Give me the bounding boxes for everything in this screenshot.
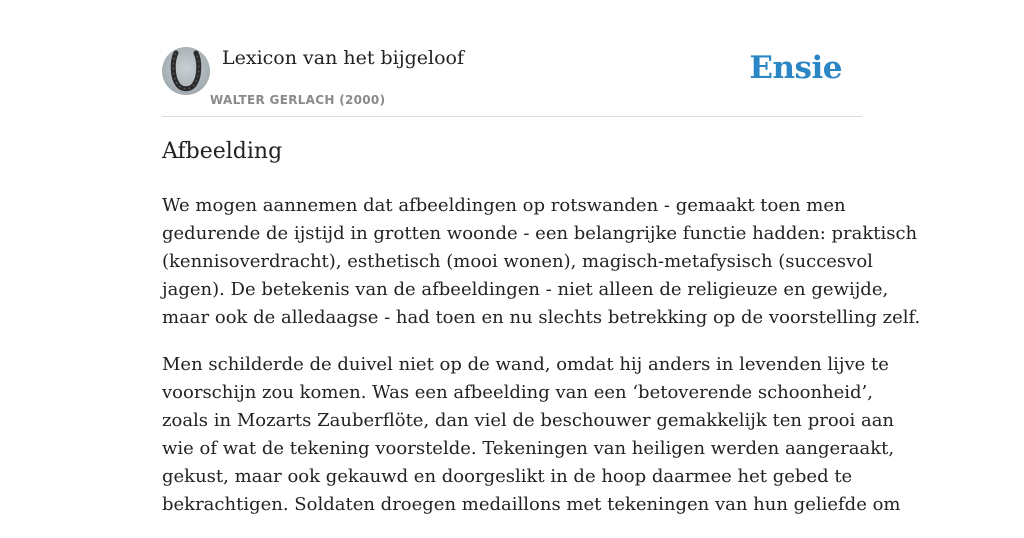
paragraph-line: voorschijn zou komen. Was een afbeelding van een ‘betoverende schoonheid’, xyxy=(162,382,873,403)
paragraph-line: gedurende de ijstijd in grotten woonde - een belangrijke functie hadden: praktisch xyxy=(162,223,918,244)
entry-body xyxy=(162,192,921,538)
paragraph-line: jagen). De betekenis van de afbeeldingen - niet alleen de religieuze en gewijde, xyxy=(162,279,889,300)
paragraph-line: wie of wat de tekening voorstelde. Tekeningen van heiligen werden aangeraakt, xyxy=(162,438,895,459)
paragraph-line: bekrachtigen. Soldaten droegen medaillons met tekeningen van hun geliefde om xyxy=(162,494,901,515)
entry-header xyxy=(162,44,862,117)
paragraph-line: (kennisoverdracht), esthetisch (mooi wonen), magisch-metafysisch (succesvol xyxy=(162,251,873,272)
entry-paragraph xyxy=(162,351,901,519)
book-author: WALTER GERLACH (2000) xyxy=(210,93,386,107)
entry-paragraph xyxy=(162,192,921,332)
horseshoe-icon xyxy=(162,47,210,95)
paragraph-line: Men schilderde de duivel niet op de wand, omdat hij anders in levenden lijve te xyxy=(162,354,889,375)
paragraph-line: gekust, maar ook gekauwd en doorgeslikt in de hoop daarmee het gebed te xyxy=(162,466,853,487)
ensie-logo[interactable]: Ensie xyxy=(749,50,842,86)
book-title-link[interactable]: Lexicon van het bijgeloof xyxy=(222,47,465,69)
paragraph-line: maar ook de alledaagse - had toen en nu slechts betrekking op de voorstelling zelf. xyxy=(162,307,921,328)
entry-title: Afbeelding xyxy=(162,139,283,164)
book-avatar[interactable] xyxy=(162,47,210,95)
paragraph-line: zoals in Mozarts Zauberflöte, dan viel de beschouwer gemakkelijk ten prooi aan xyxy=(162,410,895,431)
paragraph-line: We mogen aannemen dat afbeeldingen op rotswanden - gemaakt toen men xyxy=(162,195,846,216)
